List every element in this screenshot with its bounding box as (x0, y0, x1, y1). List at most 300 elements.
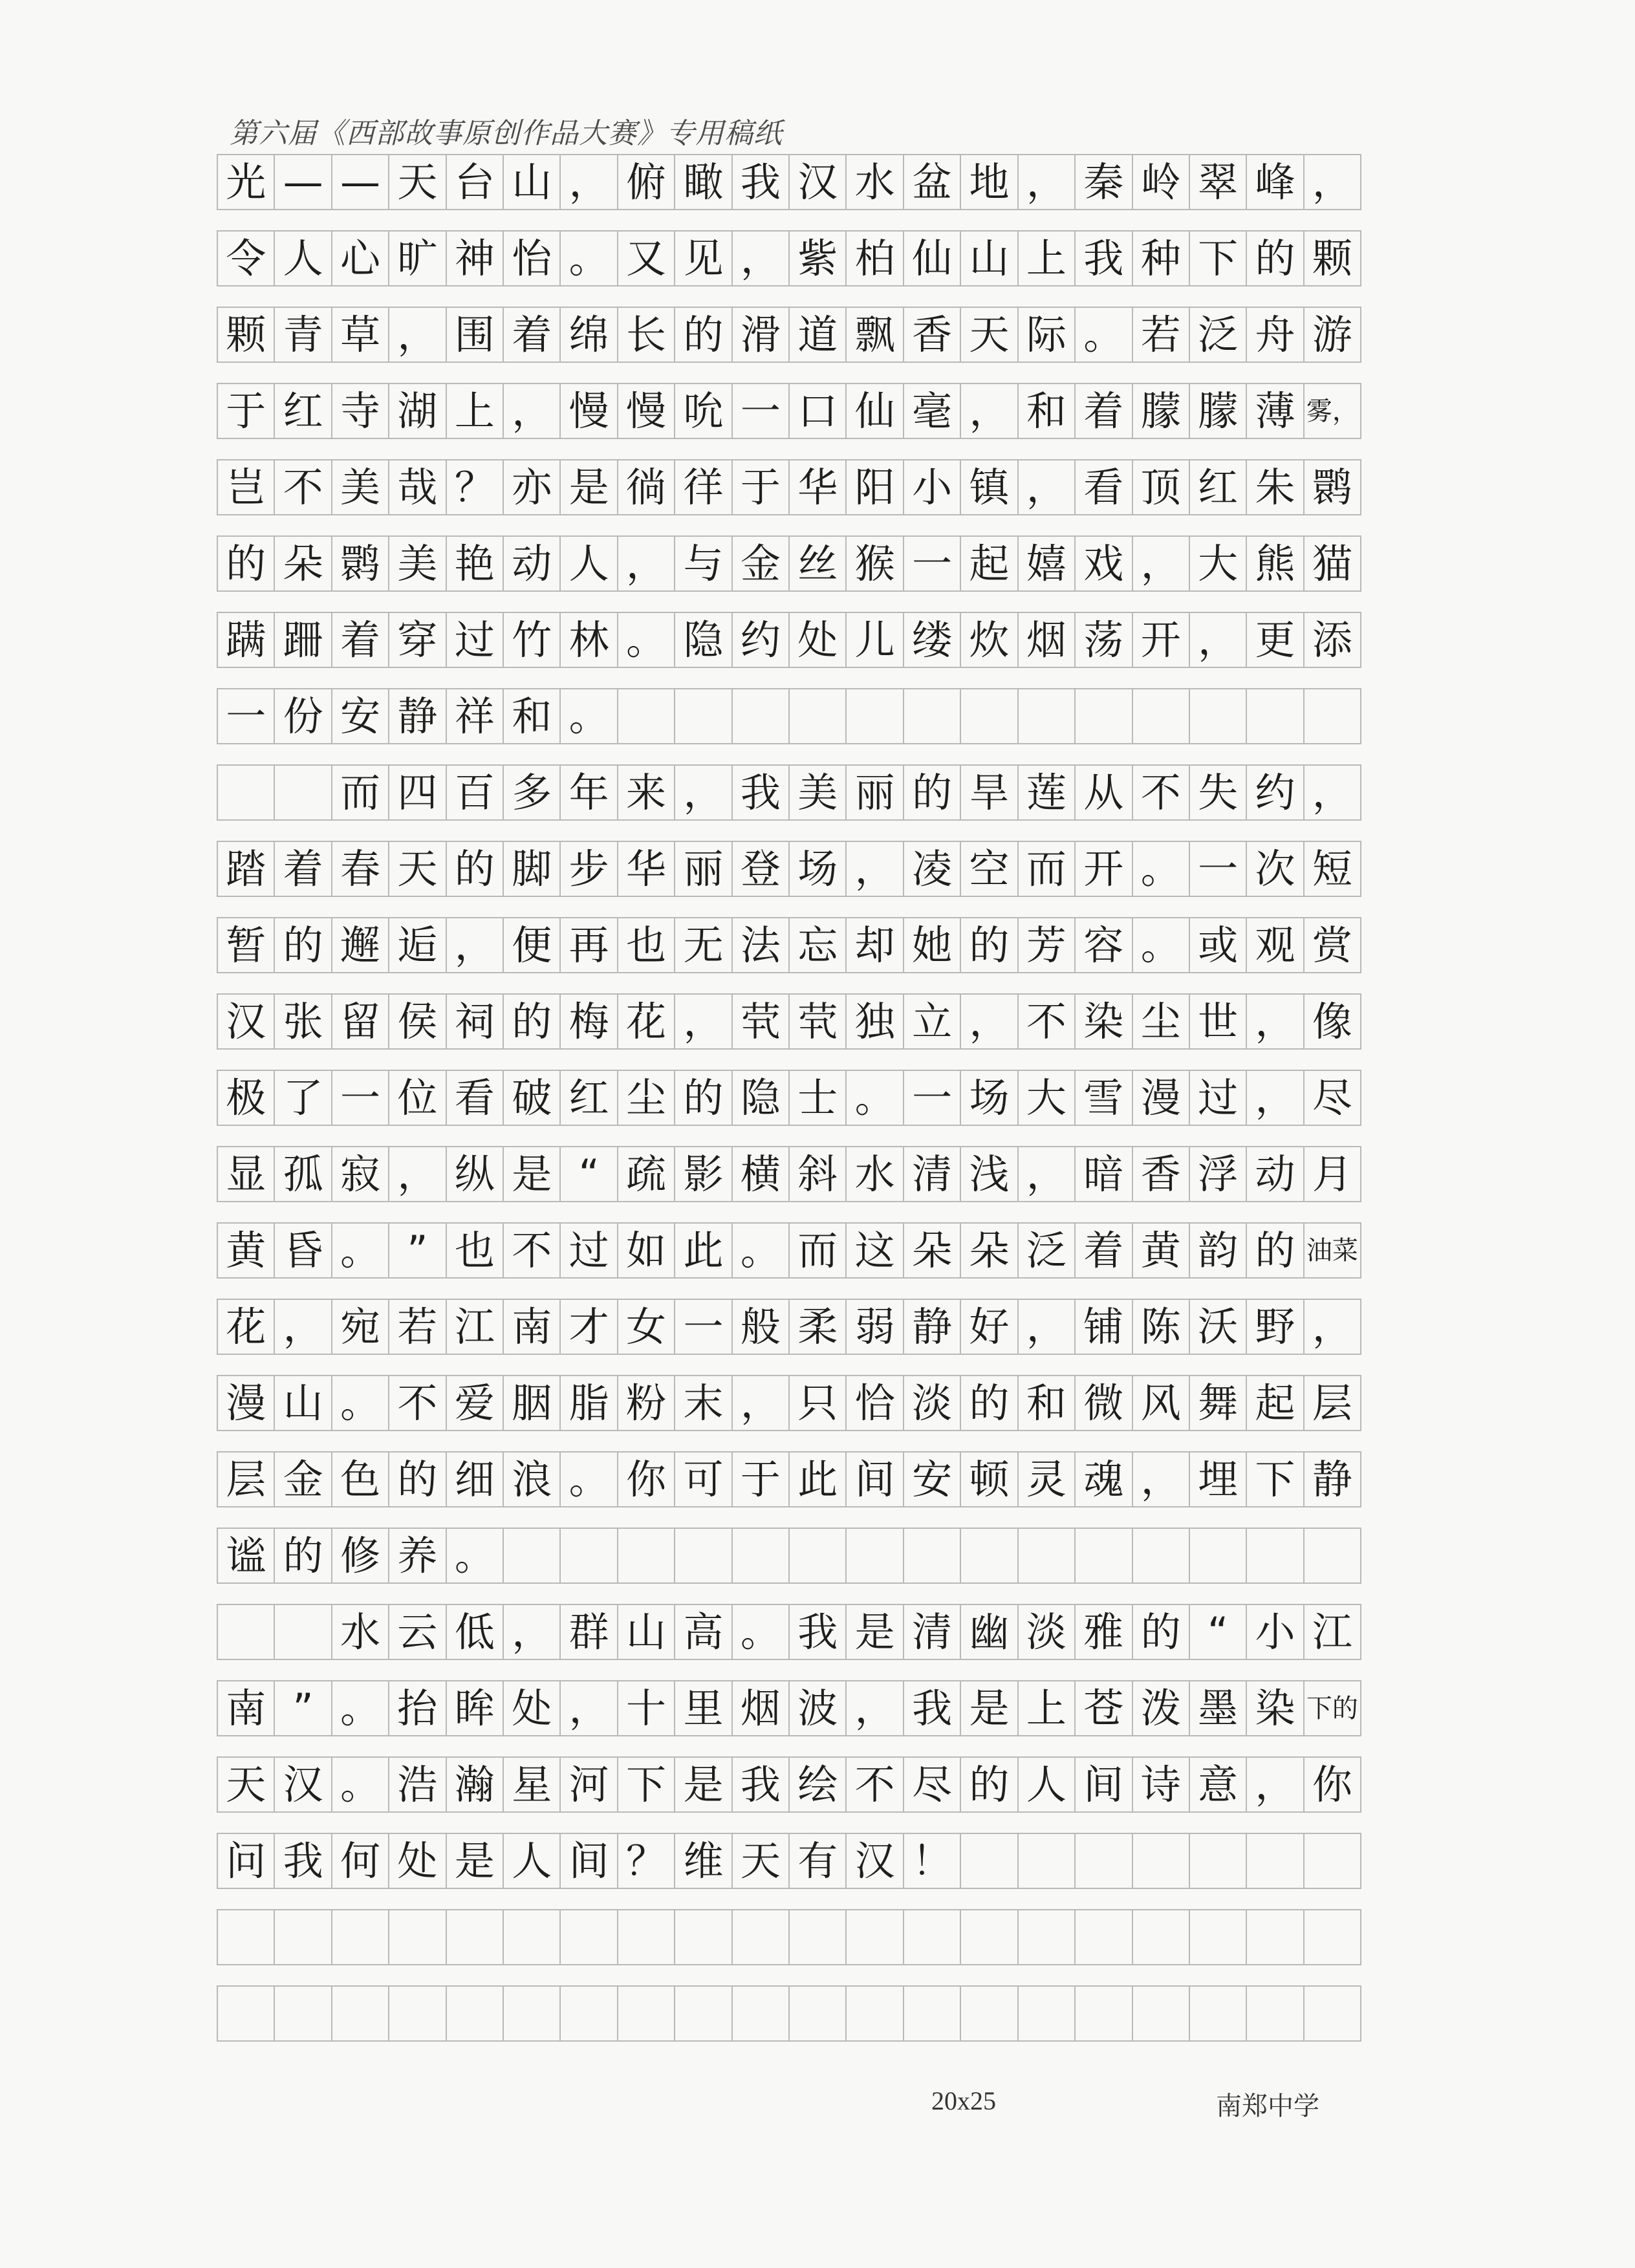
grid-cell (1076, 1529, 1132, 1582)
grid-cell: 忘 (790, 918, 847, 972)
grid-cell: ！ (904, 1834, 961, 1888)
grid-cell: 斜 (790, 1147, 847, 1201)
grid-cell: 芳 (1019, 918, 1076, 972)
grid-cell: — (332, 155, 389, 209)
grid-cell: ， (561, 155, 618, 209)
grid-cell (1247, 1834, 1304, 1888)
grid-cell: 哉 (389, 460, 446, 514)
grid-cell: 丽 (675, 842, 732, 896)
grid-cell: 只 (790, 1376, 847, 1430)
grid-cell: 我 (1076, 232, 1132, 285)
grid-cell: 却 (847, 918, 904, 972)
grid-cell (218, 1987, 275, 2040)
grid-cell: 着 (332, 613, 389, 667)
grid-cell: 一 (904, 1071, 961, 1125)
grid-cell: 是 (447, 1834, 504, 1888)
grid-cell: 林 (561, 613, 618, 667)
grid-cell: 月 (1305, 1147, 1361, 1201)
grid-cell: 法 (733, 918, 790, 972)
grid-cell: 约 (1247, 766, 1304, 819)
grid-cell (847, 1987, 904, 2040)
grid-cell: 不 (1133, 766, 1190, 819)
grid-cell: 天 (961, 308, 1018, 362)
grid-cell: 慢 (561, 384, 618, 438)
grid-cell: “ (1190, 1605, 1247, 1659)
grid-cell (1305, 689, 1361, 743)
grid-cell (1190, 1910, 1247, 1964)
grid-cell (1019, 1987, 1076, 2040)
grid-cell (1019, 1910, 1076, 1964)
grid-cell: 金 (733, 537, 790, 590)
grid-cell: 显 (218, 1147, 275, 1201)
grid-cell (218, 1910, 275, 1964)
grid-cell: 是 (504, 1147, 561, 1201)
grid-row (217, 1451, 1361, 1507)
grid-cell: 看 (1076, 460, 1132, 514)
grid-cell: 春 (332, 842, 389, 896)
grid-cell: 大 (1190, 537, 1247, 590)
grid-cell (1247, 689, 1304, 743)
grid-cell: 浪 (504, 1453, 561, 1506)
grid-cell: 浅 (961, 1147, 1018, 1201)
grid-cell: 灵 (1019, 1453, 1076, 1506)
grid-cell: 。 (332, 1224, 389, 1277)
grid-cell: 而 (790, 1224, 847, 1277)
grid-cell: 汉 (847, 1834, 904, 1888)
grid-cell: 。 (1133, 918, 1190, 972)
grid-row (217, 841, 1361, 897)
grid-cell: 高 (675, 1605, 732, 1659)
grid-cell: 油菜 (1305, 1224, 1361, 1277)
grid-cell: 起 (961, 537, 1018, 590)
grid-cell: 。 (733, 1224, 790, 1277)
grid-cell: ， (1305, 766, 1361, 819)
grid-cell (1190, 1987, 1247, 2040)
grid-cell: 旱 (961, 766, 1018, 819)
grid-cell: 的 (675, 1071, 732, 1125)
grid-cell: 小 (1247, 1605, 1304, 1659)
grid-cell: 微 (1076, 1376, 1132, 1430)
grid-cell: 像 (1305, 995, 1361, 1048)
grid-cell: 柔 (790, 1300, 847, 1354)
grid-cell: 寂 (332, 1147, 389, 1201)
grid-cell: 小 (904, 460, 961, 514)
grid-cell: 四 (389, 766, 446, 819)
grid-cell: 好 (961, 1300, 1018, 1354)
grid-cell: ， (675, 766, 732, 819)
grid-cell: 花 (218, 1300, 275, 1354)
page-header-title: 第六届《西部故事原创作品大赛》专用稿纸 (230, 117, 783, 150)
grid-cell: 梅 (561, 995, 618, 1048)
grid-cell: 跚 (275, 613, 332, 667)
grid-cell: 湖 (389, 384, 446, 438)
grid-cell: ， (1133, 1453, 1190, 1506)
grid-cell: 仙 (847, 384, 904, 438)
grid-cell: 上 (1019, 232, 1076, 285)
grid-cell: 脂 (561, 1376, 618, 1430)
grid-cell: ？ (618, 1834, 675, 1888)
grid-cell: ， (504, 384, 561, 438)
grid-cell: 大 (1019, 1071, 1076, 1125)
grid-cell: 邂 (332, 918, 389, 972)
grid-cell: 朵 (961, 1224, 1018, 1277)
grid-cell: 韵 (1190, 1224, 1247, 1277)
grid-cell: ， (618, 537, 675, 590)
grid-cell: 心 (332, 232, 389, 285)
grid-cell: 隐 (675, 613, 732, 667)
grid-cell: 仙 (904, 232, 961, 285)
grid-cell: ， (1305, 1300, 1361, 1354)
grid-cell: 秦 (1076, 155, 1132, 209)
grid-cell: 下 (1247, 1453, 1304, 1506)
grid-cell: 绘 (790, 1758, 847, 1811)
grid-cell: 吮 (675, 384, 732, 438)
grid-cell: 际 (1019, 308, 1076, 362)
grid-cell: 留 (332, 995, 389, 1048)
grid-cell: 着 (1076, 1224, 1132, 1277)
grid-cell (675, 1910, 732, 1964)
grid-cell: 末 (675, 1376, 732, 1430)
grid-cell: 不 (847, 1758, 904, 1811)
grid-cell: 鹮 (1305, 460, 1361, 514)
grid-cell: 汉 (218, 995, 275, 1048)
grid-cell: ， (1247, 1758, 1304, 1811)
grid-cell: 雅 (1076, 1605, 1132, 1659)
grid-cell (618, 1987, 675, 2040)
grid-cell: 和 (1019, 384, 1076, 438)
grid-cell: 光 (218, 155, 275, 209)
grid-cell: 见 (675, 232, 732, 285)
grid-cell: 朵 (904, 1224, 961, 1277)
grid-cell: 竹 (504, 613, 561, 667)
grid-cell: 和 (1019, 1376, 1076, 1430)
grid-cell (504, 1910, 561, 1964)
grid-cell: 穿 (389, 613, 446, 667)
grid-cell: 泛 (1019, 1224, 1076, 1277)
grid-cell: 的 (275, 918, 332, 972)
grid-cell (1305, 1529, 1361, 1582)
grid-cell: 鹮 (332, 537, 389, 590)
grid-cell: 尽 (904, 1758, 961, 1811)
grid-cell (447, 1910, 504, 1964)
grid-cell: 的 (961, 1376, 1018, 1430)
grid-cell: 炊 (961, 613, 1018, 667)
grid-cell: 朦 (1133, 384, 1190, 438)
grid-cell: 过 (561, 1224, 618, 1277)
grid-cell (618, 689, 675, 743)
grid-cell (389, 1910, 446, 1964)
grid-row (217, 307, 1361, 363)
grid-cell: 朵 (275, 537, 332, 590)
grid-cell: 的 (218, 537, 275, 590)
grid-cell: 水 (332, 1605, 389, 1659)
grid-row (217, 993, 1361, 1050)
grid-cell: ， (961, 384, 1018, 438)
grid-cell: 上 (1019, 1681, 1076, 1735)
grid-cell: 幽 (961, 1605, 1018, 1659)
grid-cell: 我 (275, 1834, 332, 1888)
grid-cell: 华 (618, 842, 675, 896)
grid-cell: 宛 (332, 1300, 389, 1354)
grid-cell: 场 (961, 1071, 1018, 1125)
grid-cell (1133, 1834, 1190, 1888)
grid-cell: 绵 (561, 308, 618, 362)
grid-cell: 一 (218, 689, 275, 743)
grid-cell: 开 (1133, 613, 1190, 667)
grid-cell: 更 (1247, 613, 1304, 667)
grid-cell: 颗 (218, 308, 275, 362)
grid-cell: ， (1247, 1071, 1304, 1125)
grid-row (217, 1680, 1361, 1736)
grid-row (217, 1833, 1361, 1889)
grid-cell: 淡 (1019, 1605, 1076, 1659)
grid-cell: 茕 (733, 995, 790, 1048)
grid-cell: 魂 (1076, 1453, 1132, 1506)
grid-cell: 是 (675, 1758, 732, 1811)
grid-cell: 胭 (504, 1376, 561, 1430)
grid-cell: 清 (904, 1147, 961, 1201)
grid-cell: 一 (733, 384, 790, 438)
grid-cell: 尘 (1133, 995, 1190, 1048)
grid-cell: 嬉 (1019, 537, 1076, 590)
grid-cell: 围 (447, 308, 504, 362)
grid-cell: 人 (275, 232, 332, 285)
grid-cell (1190, 1834, 1247, 1888)
grid-cell: 再 (561, 918, 618, 972)
grid-cell: 朱 (1247, 460, 1304, 514)
grid-cell: 暗 (1076, 1147, 1132, 1201)
grid-cell: 江 (1305, 1605, 1361, 1659)
grid-cell: 旷 (389, 232, 446, 285)
grid-cell: 疏 (618, 1147, 675, 1201)
grid-row (217, 1985, 1361, 2042)
grid-cell: 间 (847, 1453, 904, 1506)
grid-cell: 士 (790, 1071, 847, 1125)
grid-cell: 草 (332, 308, 389, 362)
grid-cell: 镇 (961, 460, 1018, 514)
grid-cell: 美 (389, 537, 446, 590)
grid-cell: 道 (790, 308, 847, 362)
school-name: 南郑中学 (1216, 2091, 1319, 2121)
grid-cell: 年 (561, 766, 618, 819)
grid-cell (1305, 1834, 1361, 1888)
grid-cell (790, 689, 847, 743)
grid-cell: 缕 (904, 613, 961, 667)
grid-cell: 安 (904, 1453, 961, 1506)
grid-row (217, 1756, 1361, 1813)
grid-cell: ， (733, 232, 790, 285)
grid-cell: 颗 (1305, 232, 1361, 285)
grid-cell (904, 1987, 961, 2040)
grid-cell: 星 (504, 1758, 561, 1811)
grid-cell: 泼 (1133, 1681, 1190, 1735)
grid-cell: 一 (904, 537, 961, 590)
grid-cell: 静 (904, 1300, 961, 1354)
grid-cell: 失 (1190, 766, 1247, 819)
grid-cell: 。 (561, 1453, 618, 1506)
grid-cell: 祥 (447, 689, 504, 743)
manuscript-grid (217, 154, 1361, 2062)
grid-cell: 逅 (389, 918, 446, 972)
grid-cell: 了 (275, 1071, 332, 1125)
grid-cell: 天 (389, 155, 446, 209)
grid-cell: 十 (618, 1681, 675, 1735)
grid-cell: 熊 (1247, 537, 1304, 590)
grid-cell: 天 (389, 842, 446, 896)
grid-cell: 柏 (847, 232, 904, 285)
grid-cell: 汉 (275, 1758, 332, 1811)
grid-cell (275, 1987, 332, 2040)
grid-cell: ， (847, 842, 904, 896)
grid-cell: ， (675, 995, 732, 1048)
grid-cell: 于 (733, 1453, 790, 1506)
grid-cell: 也 (618, 918, 675, 972)
grid-cell (1305, 1910, 1361, 1964)
grid-cell (675, 1529, 732, 1582)
grid-cell: 滑 (733, 308, 790, 362)
grid-cell: ？ (447, 460, 504, 514)
grid-cell: 水 (847, 1147, 904, 1201)
grid-cell: 于 (218, 384, 275, 438)
grid-cell: 立 (904, 995, 961, 1048)
grid-cell: 我 (733, 155, 790, 209)
grid-cell: 汉 (790, 155, 847, 209)
grid-cell: 山 (618, 1605, 675, 1659)
grid-cell (1190, 689, 1247, 743)
grid-cell: 眸 (447, 1681, 504, 1735)
grid-cell: 江 (447, 1300, 504, 1354)
grid-cell: 诗 (1133, 1758, 1190, 1811)
grid-cell: 一 (332, 1071, 389, 1125)
grid-cell: ， (1019, 460, 1076, 514)
grid-cell: 侯 (389, 995, 446, 1048)
grid-cell: 漫 (1133, 1071, 1190, 1125)
grid-cell (504, 1987, 561, 2040)
grid-cell (447, 1987, 504, 2040)
grid-cell: 也 (447, 1224, 504, 1277)
grid-cell: 你 (1305, 1758, 1361, 1811)
grid-row (217, 459, 1361, 515)
grid-cell: 淡 (904, 1376, 961, 1430)
grid-cell: 或 (1190, 918, 1247, 972)
grid-cell: 舞 (1190, 1376, 1247, 1430)
grid-cell (218, 1605, 275, 1659)
grid-cell: 山 (275, 1376, 332, 1430)
grid-cell: 我 (904, 1681, 961, 1735)
grid-cell: 阳 (847, 460, 904, 514)
grid-cell: 空 (961, 842, 1018, 896)
grid-cell (1133, 1529, 1190, 1582)
grid-cell: 山 (961, 232, 1018, 285)
grid-cell: 于 (733, 460, 790, 514)
grid-cell: 和 (504, 689, 561, 743)
grid-cell: 的 (675, 308, 732, 362)
grid-cell: 养 (389, 1529, 446, 1582)
grid-cell: ， (1190, 613, 1247, 667)
grid-cell (561, 1987, 618, 2040)
grid-cell: 来 (618, 766, 675, 819)
grid-cell: 的 (1247, 232, 1304, 285)
grid-row (217, 1604, 1361, 1660)
grid-cell: 安 (332, 689, 389, 743)
grid-cell: 纵 (447, 1147, 504, 1201)
grid-row (217, 1909, 1361, 1965)
grid-cell: 极 (218, 1071, 275, 1125)
grid-cell: 浮 (1190, 1147, 1247, 1201)
grid-cell: 黄 (218, 1224, 275, 1277)
grid-cell: 脚 (504, 842, 561, 896)
grid-cell: 细 (447, 1453, 504, 1506)
grid-cell: 翠 (1190, 155, 1247, 209)
grid-cell: 波 (790, 1681, 847, 1735)
grid-cell (961, 1529, 1018, 1582)
grid-cell: 步 (561, 842, 618, 896)
grid-cell: ， (1305, 155, 1361, 209)
grid-cell: 烟 (1019, 613, 1076, 667)
grid-cell: 令 (218, 232, 275, 285)
grid-cell (904, 1529, 961, 1582)
grid-cell: 青 (275, 308, 332, 362)
grid-cell (847, 1910, 904, 1964)
grid-cell: 。 (847, 1071, 904, 1125)
grid-cell: 便 (504, 918, 561, 972)
grid-cell: 昏 (275, 1224, 332, 1277)
grid-cell: 问 (218, 1834, 275, 1888)
grid-cell: 开 (1076, 842, 1132, 896)
grid-cell: 一 (675, 1300, 732, 1354)
grid-cell: 猫 (1305, 537, 1361, 590)
grid-cell: 红 (561, 1071, 618, 1125)
grid-cell: 瞰 (675, 155, 732, 209)
grid-cell (790, 1529, 847, 1582)
grid-cell (275, 766, 332, 819)
grid-cell: 次 (1247, 842, 1304, 896)
grid-cell: 若 (389, 1300, 446, 1354)
grid-cell: 世 (1190, 995, 1247, 1048)
grid-cell (733, 1910, 790, 1964)
grid-cell: 短 (1305, 842, 1361, 896)
grid-cell: 横 (733, 1147, 790, 1201)
grid-cell (847, 1529, 904, 1582)
grid-cell: 此 (790, 1453, 847, 1506)
grid-cell: 种 (1133, 232, 1190, 285)
grid-cell: 徉 (675, 460, 732, 514)
grid-cell: 人 (1019, 1758, 1076, 1811)
grid-cell: 沃 (1190, 1300, 1247, 1354)
grid-cell: 添 (1305, 613, 1361, 667)
grid-cell (332, 1910, 389, 1964)
grid-cell: 我 (733, 766, 790, 819)
grid-cell: 丽 (847, 766, 904, 819)
grid-cell (790, 1987, 847, 2040)
grid-cell: 粉 (618, 1376, 675, 1430)
grid-cell: 有 (790, 1834, 847, 1888)
grid-cell: 里 (675, 1681, 732, 1735)
grid-cell: 埋 (1190, 1453, 1247, 1506)
grid-cell: 过 (1190, 1071, 1247, 1125)
grid-cell (1019, 1834, 1076, 1888)
grid-cell: 华 (790, 460, 847, 514)
grid-cell: 这 (847, 1224, 904, 1277)
grid-cell: 陈 (1133, 1300, 1190, 1354)
grid-row (217, 688, 1361, 744)
grid-cell (904, 689, 961, 743)
grid-cell: 我 (733, 1758, 790, 1811)
grid-cell: 祠 (447, 995, 504, 1048)
grid-cell: 南 (218, 1681, 275, 1735)
grid-cell: 顶 (1133, 460, 1190, 514)
grid-cell: 雾， (1305, 384, 1361, 438)
